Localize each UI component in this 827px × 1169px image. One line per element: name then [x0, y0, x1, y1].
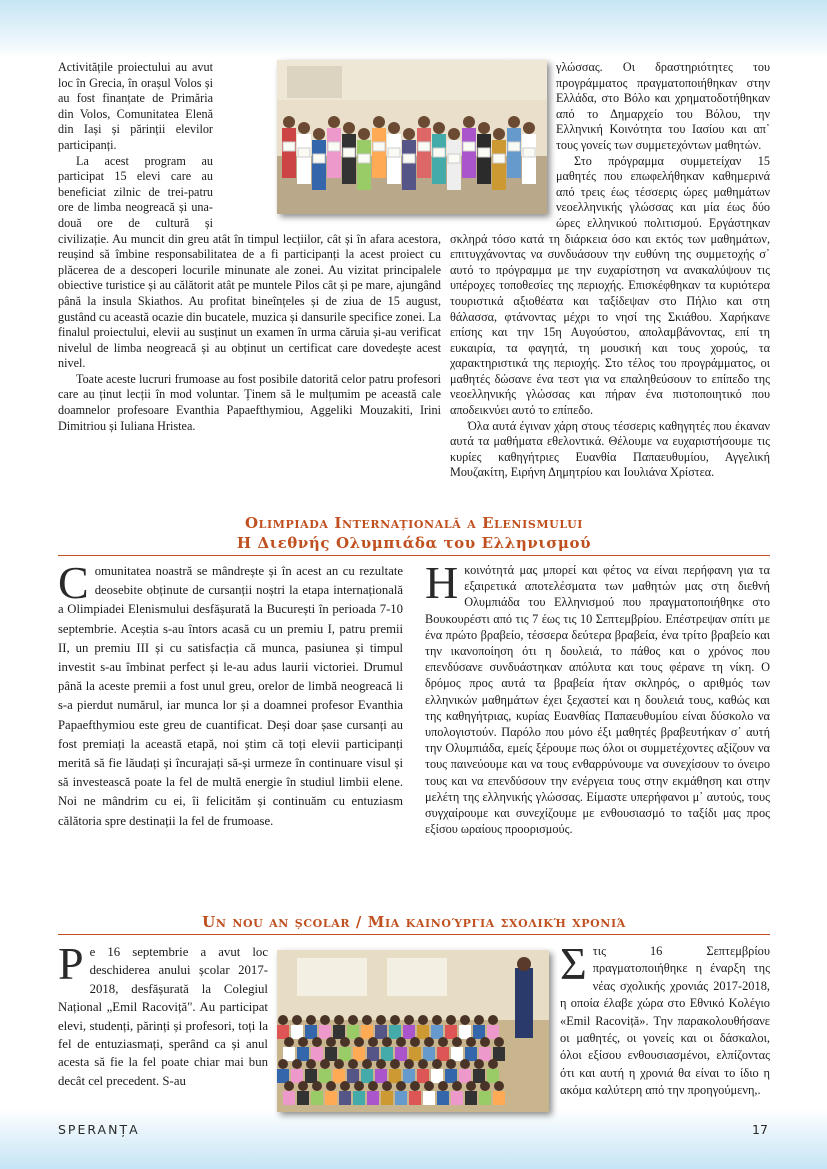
- olympiad-heading: [58, 513, 770, 553]
- olympiad-greek-text: [425, 557, 770, 837]
- school-year-ro-body: e 16 septembrie a avut loc deschiderea anului școlar 2017-2018, desfășurată la Colegiul Național „Emil Racoviță". Au participat elevi, studenți, părinți și profesori, toți la fel de entuziasmați, sperând ca și anul acesta să fie la fel poate chiar mai bun decât cel precedent. S-au: [58, 945, 268, 1088]
- top-romanian-text: [58, 60, 441, 434]
- ro-intro-paragraph: Activitățile proiectului au avut loc în Grecia, în orașul Volos și au fost finanțate de Primăria din Volos, Comunitatea Elenă din Iași și părinții elevilor participanți.: [58, 60, 213, 152]
- bottom-decorative-band: [0, 1109, 827, 1169]
- olympiad-gr-body: κοινότητά μας μπορεί και φέτος να είναι περήφανη για τα εξαιρετικά αποτελέσματα των μαθητών μας στη διεθνή Ολυμπιάδα του Ελληνισμού που πραγματοποιήθηκε στο Βουκουρέστι από τις 7 έως τις 10 Σεπτεμβρίου. Επέστρεψαν σπίτι με ένα πρώτο βραβείο, τέσσερα δεύτερα βραβεία, ένα τρίτο βραβείο και την ικανοποίηση ότι η δουλειά, το πάθος και ο χρόνος που επενδύσανε συνδυάστηκαν απόλυτα και τους φέρανε τη νίκη. Ο δρόμος προς αυτά τα βραβεία ήταν σκληρός, ο αριθμός των ελληνικών μαθημάτων έχει ξεχαστεί και η δουλειά τους, καθώς και της καθηγήτριας, κυρίας Ευανθίας Παπαευθυμίου είναι δύσκολο να υπολογιστούν. Παρόλο που μόνο έξι μαθητές βραβευτήκαν σ᾽ αυτή την Ολυμπιάδα, εμείς ξέρουμε πως όλοι οι συμμετέχοντες αξίζουν να τους παινεύουμε και να τους ενθαρρύνουμε να συνεχίσουν το όνειρο τους και να επενδύσουν την ενέργεια τους στην εκμάθηση και στην μελέτη της ελληνικής γλώσσας. Είμαστε υπερήφανοι μ᾽ αυτούς, τους συγχαίρουμε και συνεχίζουμε με ενθουσιασμό το ταξίδι μας προς εξίσου ωραίους προορισμούς.: [425, 563, 770, 837]
- school-year-title: Un nou an școlar / Μια καινούργια σχολική χρονιά: [202, 913, 626, 931]
- olympiad-heading-rule: [58, 555, 770, 556]
- gr-drop-cap: Η: [425, 557, 459, 608]
- olympiad-title-gr: Η Διεθνής Ολυμπιάδα του Ελληνισμού: [236, 534, 592, 552]
- gr-drop-cap-2: Σ: [560, 938, 587, 989]
- school-year-heading: [58, 912, 770, 932]
- school-year-gr-body: τις 16 Σεπτεμβρίου πραγματοποιήθηκε η έναρξη της νέας σχολικής χρονιάς 2017-2018, η οποία έλαβε χώρα στο Εθνικό Κολέγιο «Emil Racoviță». Την παρακολουθήσανε οι μαθητές, οι γονείς και οι δάσκαλοι, όλοι εξίσου ενθουσιασμένοι, ελπίζοντας ότι και αυτή η χρονιά θα είναι το ίδιο η ακόμα καλύτερη από την προηγούμενη,.: [560, 944, 770, 1098]
- school-year-greek-text: [560, 938, 770, 1100]
- olympiad-ro-body: omunitatea noastră se mândrește și în acest an cu rezultate deosebite obținute de cursanții noștri la etapa internațională a Olimpiadei Elenismului desfășurată la București în perioada 7-10 septembrie. Aceștia s-au întors acasă cu un premiu I, patru premii II, un premiu III și cu satisfacția că munca, pasiunea și timpul investit s-au îmbinat perfect și le-au adus laurii victoriei. Drumul până la aceste premii a fost unul greu, orelor de limbă neogreacă li s-a pierdut numărul, iar munca lor și a doamnei profesor Evanthia Papaefthymiou este greu de cuantificat. Deși doar șase cursanți au fost premiați la această etapă, noi știm că toți elevii participanți merită să fie lăudați și încurajați să-și urmeze în continuare visul și să investească poate la fel de multă energie în studiul limbii elene. Noi ne mândrim cu ei, îi felicităm și continuăm cu entuziasm călătoria spre destinații la fel de frumoase.: [58, 564, 403, 828]
- ro-program-paragraph: La acest program au participat 15 elevi care au beneficiat zilnic de trei-patru ore de limba neogreacă și una-două ore de cultură și civilizație. Au muncit din greu atât în timpul lecțiilor, cât și în afara acestora, reușind să îmbine responsabilitatea de a fi participanți la acest proiect cu plăcerea de a descoperi locurile minunate ale zonei. Au vizitat principalele obiective turistice și au călătorit atât pe muntele Pilos cât și pe mare, ajungând până la insula Skiathos. Au profitat bineînțeles și de ziua de 15 august, gustând cu această ocazie din bucatele, muzica și dansurile specifice zonei. La finalul proiectului, elevii au susținut un examen în urma căruia și-au verificat nivelul de limba neogreacă și au obținut un certificat care dovedește acest nivel.: [58, 153, 441, 371]
- olympiad-romanian-text: [58, 557, 403, 831]
- top-greek-text: [450, 60, 770, 481]
- gr-thanks-paragraph: Όλα αυτά έγιναν χάρη στους τέσσερις καθηγητές που έκαναν αυτά τα μαθήματα εθελοντικά. Θέλουμε να ευχαριστήσουμε τις κυρίες καθηγήτριες Ευανθία Παπαευθυμίου, Αγγελική Μουζακίτη, Ειρήνη Δημητρίου και Ιουλιάνα Χρίστεα.: [450, 418, 770, 480]
- olympiad-title-ro: Olimpiada Internațională a Elenismului: [244, 514, 584, 532]
- school-opening-photo: [277, 950, 549, 1112]
- ro-drop-cap: C: [58, 557, 89, 608]
- ro-drop-cap-2: P: [58, 938, 84, 989]
- gr-intro-paragraph: γλώσσας. Οι δραστηριότητες του προγράμματος πραγματοποιήθηκαν στην Ελλάδα, στο Βόλο και χρηματοδοτήθηκαν από το Δημαρχείο του Βόλου, την Ελληνική Κοινότητα του Ιασίου και απ᾽ τους γονείς των συμμετεχόντων μαθητών.: [556, 60, 770, 152]
- top-decorative-band: [0, 0, 827, 58]
- school-year-heading-rule: [58, 934, 770, 935]
- magazine-name: SPERANȚA: [58, 1122, 140, 1137]
- gr-program-paragraph: Στο πρόγραμμα συμμετείχαν 15 μαθητές που επωφελήθηκαν καθημερινά από τρεις έως τέσσερις ώρες μαθημάτων νεοελληνικής γλώσσας και μία έως δύο ώρες ελληνικού πολιτισμού. Εργάστηκαν σκληρά τόσο κατά τη διάρκεια όσο και εκτός των μαθημάτων, επιτυγχάνοντας να συνδυάσουν την ευθύνη της συμμετοχής σ᾽ αυτό το πρόγραμμα με την ευχαρίστηση να ανακαλύψουν τις υπέροχες τοποθεσίες της περιοχής. Επισκέφθηκαν τα κυριότερα τουριστικά αξιοθέατα και ταξίδεψαν στο Πήλιο και στη θάλασσα, φτάνοντας μέχρι το νησί της Σκιάθου. Χαρήκανε επίσης και την 15η Αυγούστου, απολαμβάνοντας, επί τη ευκαιρία, τα φαγητά, τη μουσική και τους χορούς, τα χαρακτηριστικά της περιοχής. Στο τέλος του προγράμματος, οι μαθητές δώσανε ένα τεστ για να επαληθεύσουν το επίπεδο της νεοελληνικής γλώσσας και πήραν ένα πιστοποιητικό που αποδεικνύει αυτό το επίπεδο.: [450, 153, 770, 418]
- school-year-romanian-text: [58, 938, 268, 1090]
- ro-thanks-paragraph: Toate aceste lucruri frumoase au fost posibile datorită celor patru profesori care au ținut lecții în mod voluntar. Ținem să le mulțumim pe această cale doamnelor profesoare Evanthia Papaefthymiou, Aggeliki Mouzakiti, Irini Dimitriou și Iuliana Hristea.: [58, 371, 441, 433]
- page-number: 17: [752, 1122, 768, 1137]
